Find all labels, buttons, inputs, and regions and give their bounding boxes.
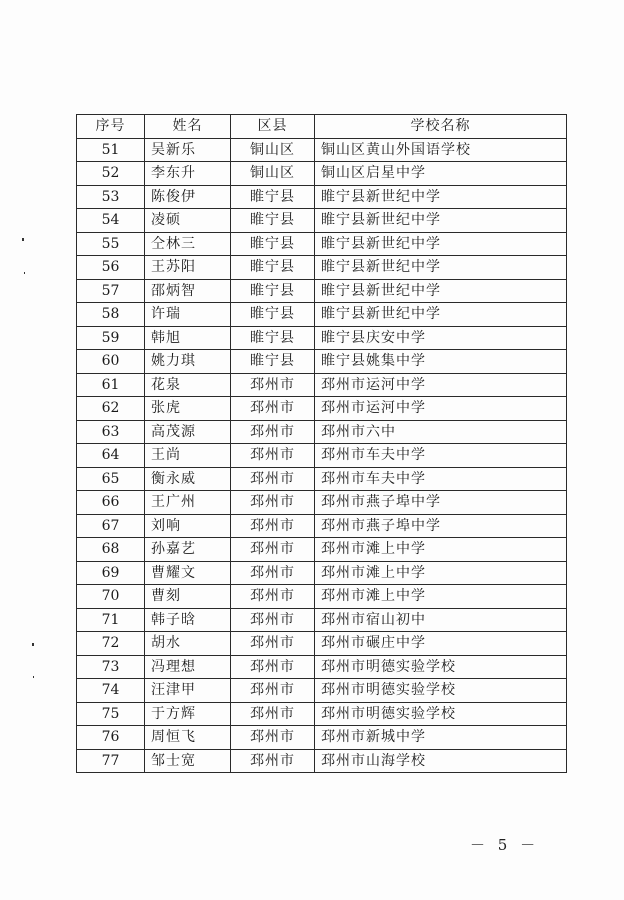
table-row [77, 491, 567, 515]
table-row [77, 538, 567, 562]
cell-name: 陈俊伊 [145, 185, 231, 209]
cell-name: 王苏阳 [145, 256, 231, 280]
cell-number: 71 [77, 608, 145, 632]
table-row [77, 585, 567, 609]
scan-speck [24, 272, 25, 274]
student-table [76, 114, 567, 773]
cell-number: 76 [77, 726, 145, 750]
table-row [77, 514, 567, 538]
cell-school: 邳州市滩上中学 [315, 561, 567, 585]
cell-county: 邳州市 [231, 749, 315, 773]
cell-number: 73 [77, 655, 145, 679]
cell-school: 邳州市运河中学 [315, 397, 567, 421]
cell-county: 睢宁县 [231, 185, 315, 209]
cell-county: 睢宁县 [231, 256, 315, 280]
header-row [77, 115, 567, 139]
table-row [77, 561, 567, 585]
cell-county: 邳州市 [231, 373, 315, 397]
cell-number: 64 [77, 444, 145, 468]
cell-school: 邳州市山海学校 [315, 749, 567, 773]
cell-name: 周恒飞 [145, 726, 231, 750]
cell-name: 许瑞 [145, 303, 231, 327]
cell-name: 曹刻 [145, 585, 231, 609]
cell-school: 邳州市车夫中学 [315, 467, 567, 491]
cell-number: 66 [77, 491, 145, 515]
cell-number: 56 [77, 256, 145, 280]
cell-county: 铜山区 [231, 162, 315, 186]
table-row [77, 726, 567, 750]
cell-school: 铜山区启星中学 [315, 162, 567, 186]
header-county: 区县 [231, 115, 315, 139]
cell-number: 52 [77, 162, 145, 186]
cell-county: 邳州市 [231, 467, 315, 491]
table-row [77, 679, 567, 703]
cell-number: 51 [77, 138, 145, 162]
table-row [77, 326, 567, 350]
cell-number: 55 [77, 232, 145, 256]
cell-name: 花泉 [145, 373, 231, 397]
scan-speck [32, 643, 34, 646]
cell-county: 睢宁县 [231, 209, 315, 233]
table-row [77, 467, 567, 491]
cell-county: 邳州市 [231, 726, 315, 750]
cell-school: 睢宁县新世纪中学 [315, 279, 567, 303]
table-row [77, 209, 567, 233]
header-school: 学校名称 [315, 115, 567, 139]
cell-county: 邳州市 [231, 514, 315, 538]
cell-county: 邳州市 [231, 702, 315, 726]
cell-number: 77 [77, 749, 145, 773]
cell-name: 凌硕 [145, 209, 231, 233]
table-row [77, 608, 567, 632]
cell-number: 57 [77, 279, 145, 303]
cell-name: 姚力琪 [145, 350, 231, 374]
cell-school: 睢宁县新世纪中学 [315, 303, 567, 327]
cell-name: 冯理想 [145, 655, 231, 679]
table-row [77, 162, 567, 186]
table-row [77, 138, 567, 162]
table-row [77, 303, 567, 327]
cell-number: 65 [77, 467, 145, 491]
cell-name: 韩子晗 [145, 608, 231, 632]
header-number: 序号 [77, 115, 145, 139]
cell-school: 邳州市宿山初中 [315, 608, 567, 632]
cell-county: 邳州市 [231, 585, 315, 609]
table-body [77, 138, 567, 773]
cell-county: 邳州市 [231, 538, 315, 562]
cell-school: 睢宁县庆安中学 [315, 326, 567, 350]
header-name: 姓名 [145, 115, 231, 139]
cell-county: 邳州市 [231, 561, 315, 585]
cell-school: 邳州市新城中学 [315, 726, 567, 750]
cell-school: 睢宁县新世纪中学 [315, 209, 567, 233]
cell-name: 邹士宽 [145, 749, 231, 773]
table-row [77, 279, 567, 303]
cell-number: 67 [77, 514, 145, 538]
cell-school: 睢宁县新世纪中学 [315, 232, 567, 256]
cell-school: 邳州市滩上中学 [315, 585, 567, 609]
table-row [77, 420, 567, 444]
table-row [77, 655, 567, 679]
scan-speck [22, 238, 24, 241]
cell-name: 邵炳智 [145, 279, 231, 303]
cell-number: 63 [77, 420, 145, 444]
table-row [77, 256, 567, 280]
cell-county: 邳州市 [231, 679, 315, 703]
cell-number: 69 [77, 561, 145, 585]
table-row [77, 749, 567, 773]
cell-name: 王广州 [145, 491, 231, 515]
table-row [77, 373, 567, 397]
cell-number: 68 [77, 538, 145, 562]
cell-school: 睢宁县姚集中学 [315, 350, 567, 374]
cell-name: 汪津甲 [145, 679, 231, 703]
cell-school: 邳州市运河中学 [315, 373, 567, 397]
table-row [77, 232, 567, 256]
cell-school: 邳州市碾庄中学 [315, 632, 567, 656]
table-row [77, 397, 567, 421]
cell-number: 75 [77, 702, 145, 726]
cell-name: 王尚 [145, 444, 231, 468]
cell-school: 邳州市明德实验学校 [315, 679, 567, 703]
cell-name: 孙嘉艺 [145, 538, 231, 562]
table-row [77, 350, 567, 374]
cell-county: 睢宁县 [231, 326, 315, 350]
cell-county: 邳州市 [231, 420, 315, 444]
cell-county: 睢宁县 [231, 350, 315, 374]
cell-name: 于方辉 [145, 702, 231, 726]
cell-school: 邳州市明德实验学校 [315, 702, 567, 726]
cell-county: 邳州市 [231, 491, 315, 515]
cell-name: 曹耀文 [145, 561, 231, 585]
cell-school: 睢宁县新世纪中学 [315, 256, 567, 280]
cell-name: 李东升 [145, 162, 231, 186]
cell-number: 53 [77, 185, 145, 209]
page-number: － 5 － [470, 836, 540, 854]
cell-name: 高茂源 [145, 420, 231, 444]
table-row [77, 185, 567, 209]
cell-school: 邳州市滩上中学 [315, 538, 567, 562]
cell-school: 邳州市六中 [315, 420, 567, 444]
cell-number: 60 [77, 350, 145, 374]
cell-county: 邳州市 [231, 632, 315, 656]
cell-name: 吴新乐 [145, 138, 231, 162]
cell-county: 邳州市 [231, 608, 315, 632]
table-row [77, 702, 567, 726]
cell-school: 邳州市明德实验学校 [315, 655, 567, 679]
scan-speck [33, 676, 34, 678]
cell-county: 邳州市 [231, 444, 315, 468]
cell-name: 刘响 [145, 514, 231, 538]
cell-number: 61 [77, 373, 145, 397]
cell-county: 铜山区 [231, 138, 315, 162]
cell-school: 铜山区黄山外国语学校 [315, 138, 567, 162]
cell-number: 58 [77, 303, 145, 327]
cell-name: 仝林三 [145, 232, 231, 256]
cell-school: 邳州市燕子埠中学 [315, 514, 567, 538]
cell-county: 睢宁县 [231, 303, 315, 327]
cell-number: 54 [77, 209, 145, 233]
cell-number: 62 [77, 397, 145, 421]
table-row [77, 632, 567, 656]
cell-school: 邳州市车夫中学 [315, 444, 567, 468]
cell-school: 邳州市燕子埠中学 [315, 491, 567, 515]
cell-county: 邳州市 [231, 655, 315, 679]
cell-school: 睢宁县新世纪中学 [315, 185, 567, 209]
cell-number: 70 [77, 585, 145, 609]
table-header [77, 115, 567, 139]
cell-number: 72 [77, 632, 145, 656]
cell-number: 59 [77, 326, 145, 350]
cell-number: 74 [77, 679, 145, 703]
table-row [77, 444, 567, 468]
cell-name: 胡水 [145, 632, 231, 656]
cell-county: 睢宁县 [231, 279, 315, 303]
cell-county: 睢宁县 [231, 232, 315, 256]
cell-name: 衡永威 [145, 467, 231, 491]
cell-county: 邳州市 [231, 397, 315, 421]
cell-name: 韩旭 [145, 326, 231, 350]
cell-name: 张虎 [145, 397, 231, 421]
